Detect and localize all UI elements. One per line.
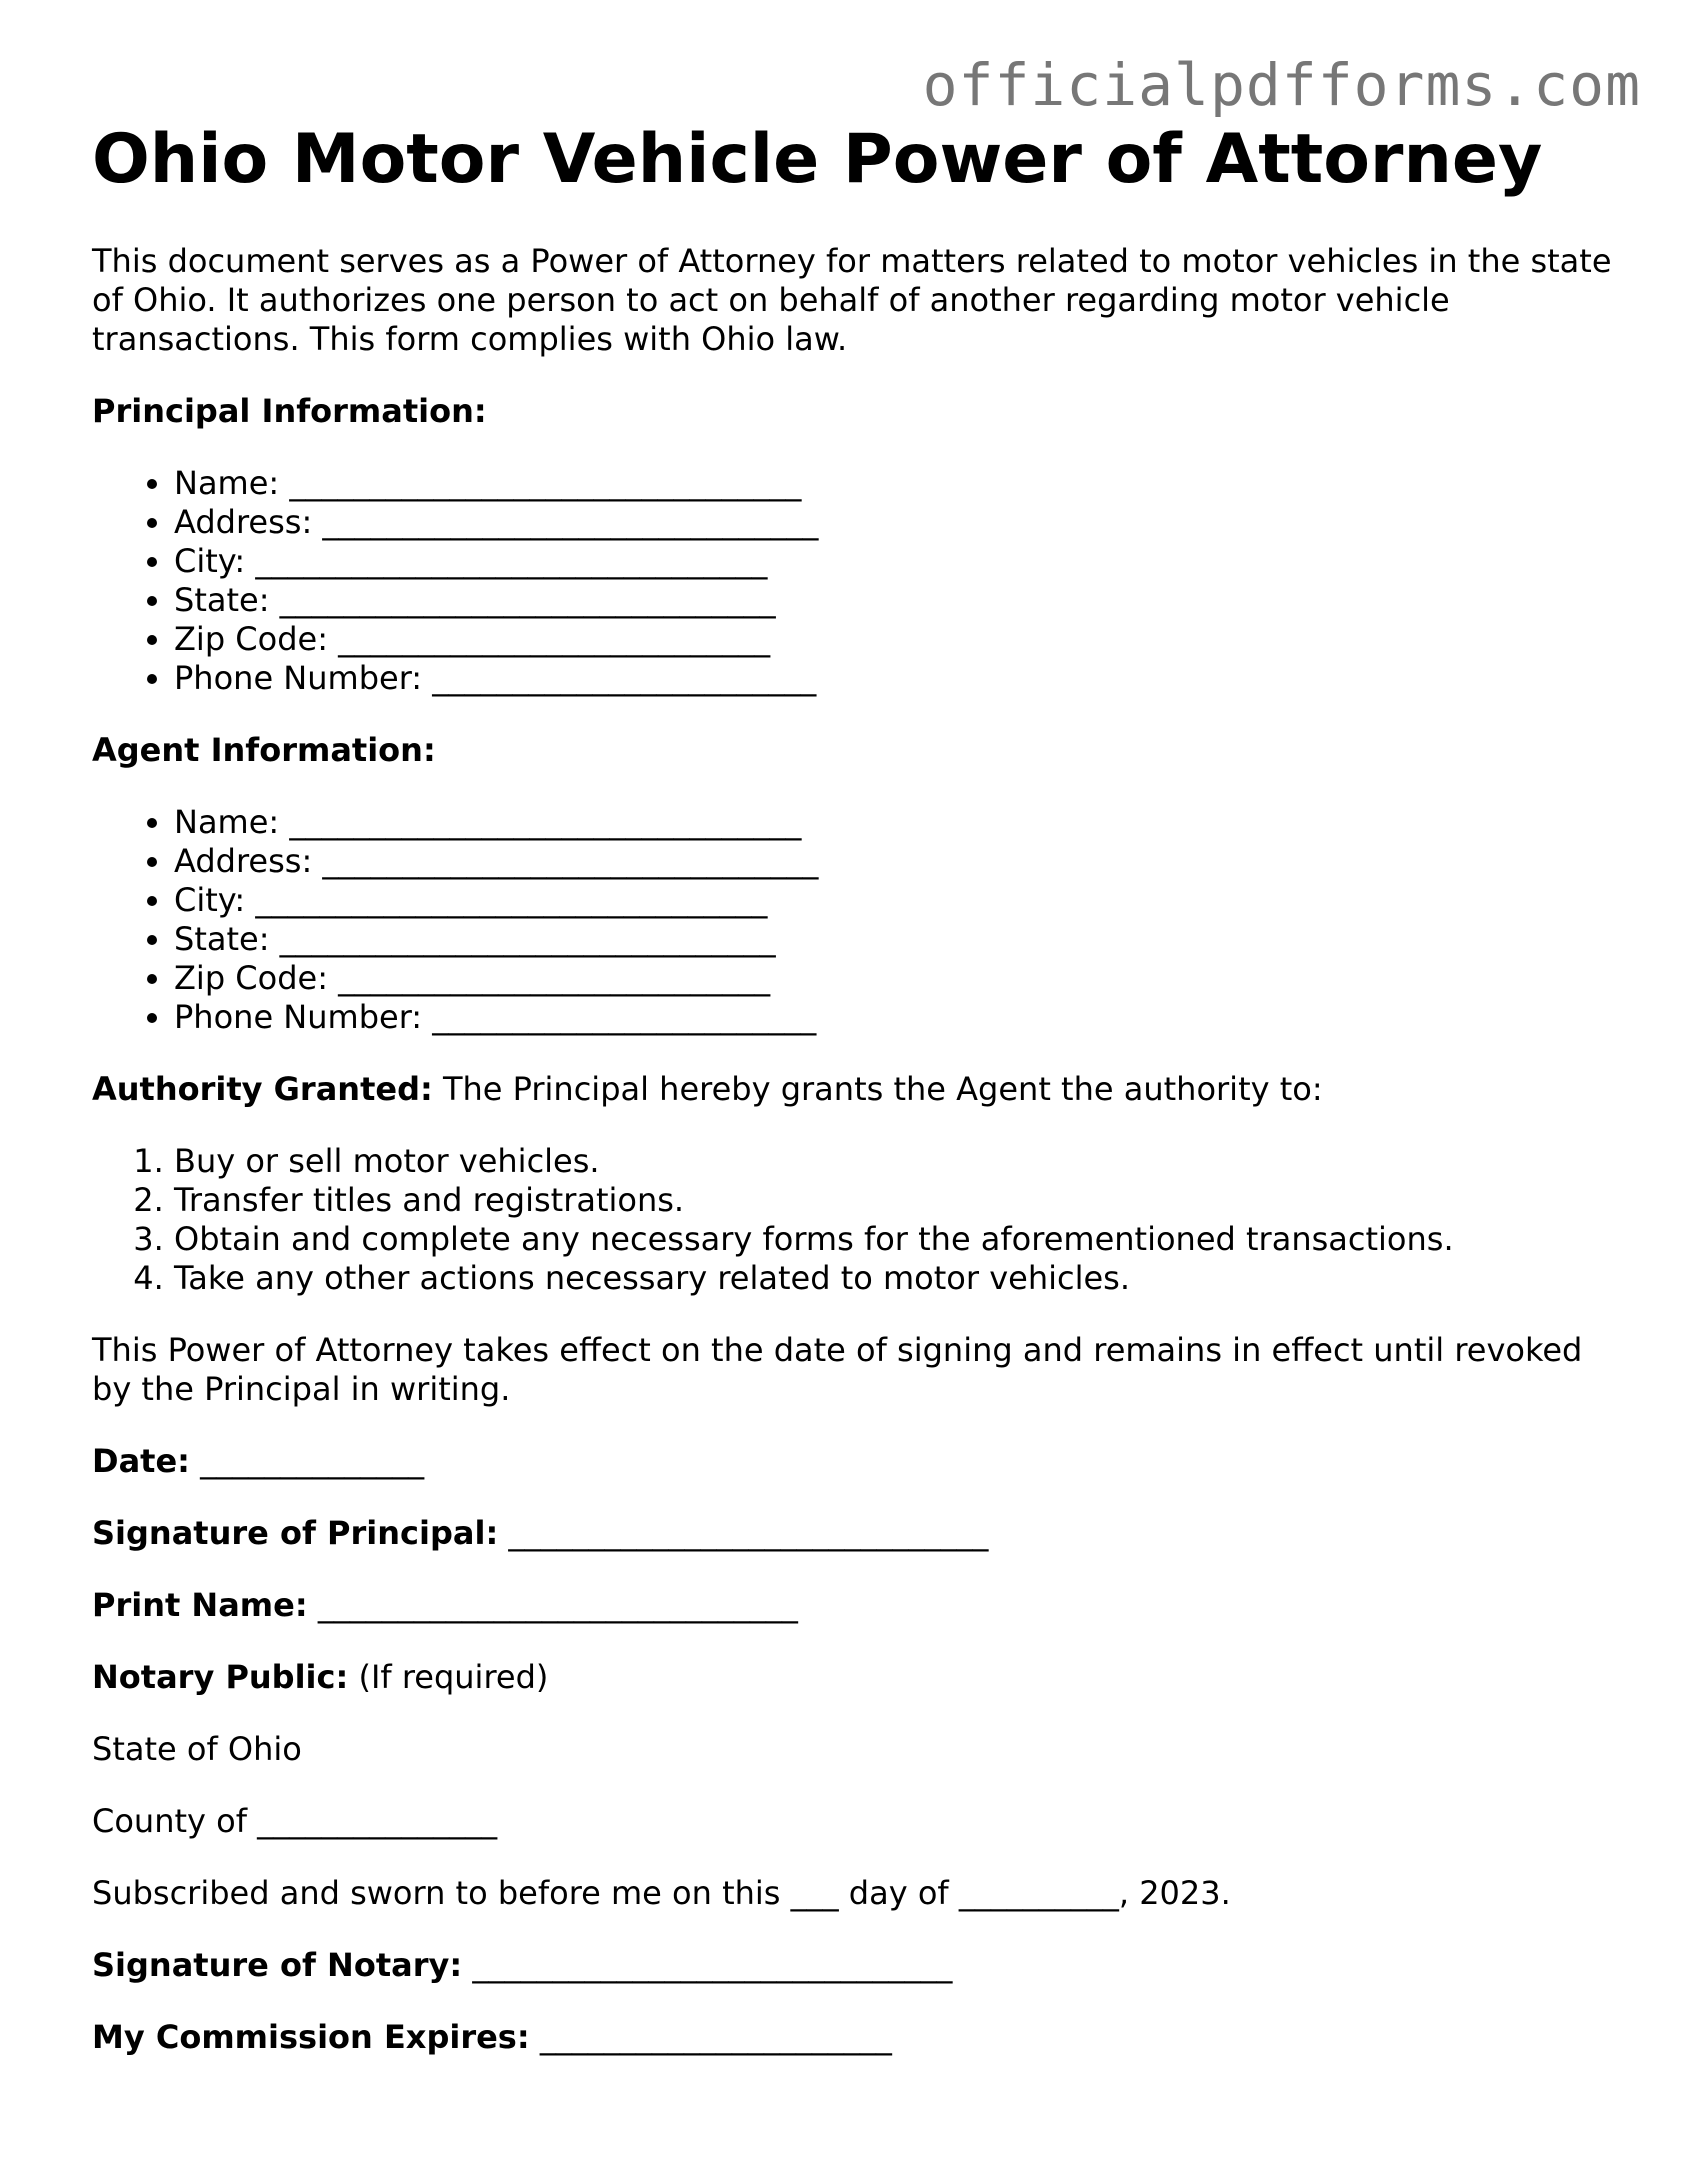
effect-paragraph: This Power of Attorney takes effect on the date of signing and remains in effect until revoked by the Principal in writing.: [92, 1331, 1583, 1408]
authority-item: 3. Obtain and complete any necessary forms for the aforementioned transactions.: [174, 1220, 1612, 1259]
commission-blank: ______________________: [529, 2018, 892, 2056]
agent-address-field: • Address: _______________________________: [174, 842, 1612, 881]
notary-signature-line: [92, 1946, 1612, 1985]
notary-line: [92, 1658, 1612, 1697]
principal-phone-field: • Phone Number: ________________________: [174, 659, 1612, 698]
print-name-label: Print Name:: [92, 1586, 308, 1624]
date-blank: ______________: [189, 1442, 425, 1480]
commission-line: [92, 2018, 1612, 2057]
principal-city-field: • City: ________________________________: [174, 542, 1612, 581]
principal-section-heading: Principal Information:: [92, 392, 487, 430]
principal-fields-list: [92, 464, 1612, 698]
page-title: Ohio Motor Vehicle Power of Attorney: [92, 120, 1543, 199]
principal-address-field: • Address: _______________________________: [174, 503, 1612, 542]
principal-state-field: • State: _______________________________: [174, 581, 1612, 620]
intro-paragraph: This document serves as a Power of Attorney for matters related to motor vehicles in the state of Ohio. It authorizes one person to act on behalf of another regarding motor vehicle transactions. This form complies with Ohio law.: [92, 242, 1612, 358]
sworn-line: Subscribed and sworn to before me on this ___ day of __________, 2023.: [92, 1874, 1231, 1912]
agent-zip-field: • Zip Code: ___________________________: [174, 959, 1612, 998]
authority-item: 2. Transfer titles and registrations.: [174, 1181, 1612, 1220]
date-label: Date:: [92, 1442, 190, 1480]
principal-zip-field: • Zip Code: ___________________________: [174, 620, 1612, 659]
state-line: State of Ohio: [92, 1730, 302, 1768]
print-name-blank: ______________________________: [307, 1586, 798, 1624]
agent-phone-field: • Phone Number: ________________________: [174, 998, 1612, 1037]
notary-label: Notary Public:: [92, 1658, 349, 1696]
county-line: County of _______________: [92, 1802, 498, 1840]
commission-label: My Commission Expires:: [92, 2018, 530, 2056]
principal-name-field: • Name: ________________________________: [174, 464, 1612, 503]
authority-label: Authority Granted:: [92, 1070, 433, 1108]
agent-fields-list: [92, 803, 1612, 1037]
notary-signature-label: Signature of Notary:: [92, 1946, 463, 1984]
agent-section-heading: Agent Information:: [92, 731, 436, 769]
principal-signature-label: Signature of Principal:: [92, 1514, 499, 1552]
print-name-line: [92, 1586, 1612, 1625]
document-page: [92, 120, 1612, 2090]
authority-text: The Principal hereby grants the Agent the authority to:: [432, 1070, 1323, 1108]
notary-signature-blank: ______________________________: [462, 1946, 953, 1984]
date-line: [92, 1442, 1612, 1481]
authority-list: [92, 1142, 1612, 1298]
watermark: officialpdfforms.com: [922, 51, 1641, 119]
principal-signature-line: [92, 1514, 1612, 1553]
notary-text: (If required): [348, 1658, 549, 1696]
principal-signature-blank: ______________________________: [498, 1514, 989, 1552]
agent-name-field: • Name: ________________________________: [174, 803, 1612, 842]
authority-item: 1. Buy or sell motor vehicles.: [174, 1142, 1612, 1181]
authority-item: 4. Take any other actions necessary related to motor vehicles.: [174, 1259, 1612, 1298]
agent-state-field: • State: _______________________________: [174, 920, 1612, 959]
authority-granted-line: [92, 1070, 1612, 1109]
agent-city-field: • City: ________________________________: [174, 881, 1612, 920]
